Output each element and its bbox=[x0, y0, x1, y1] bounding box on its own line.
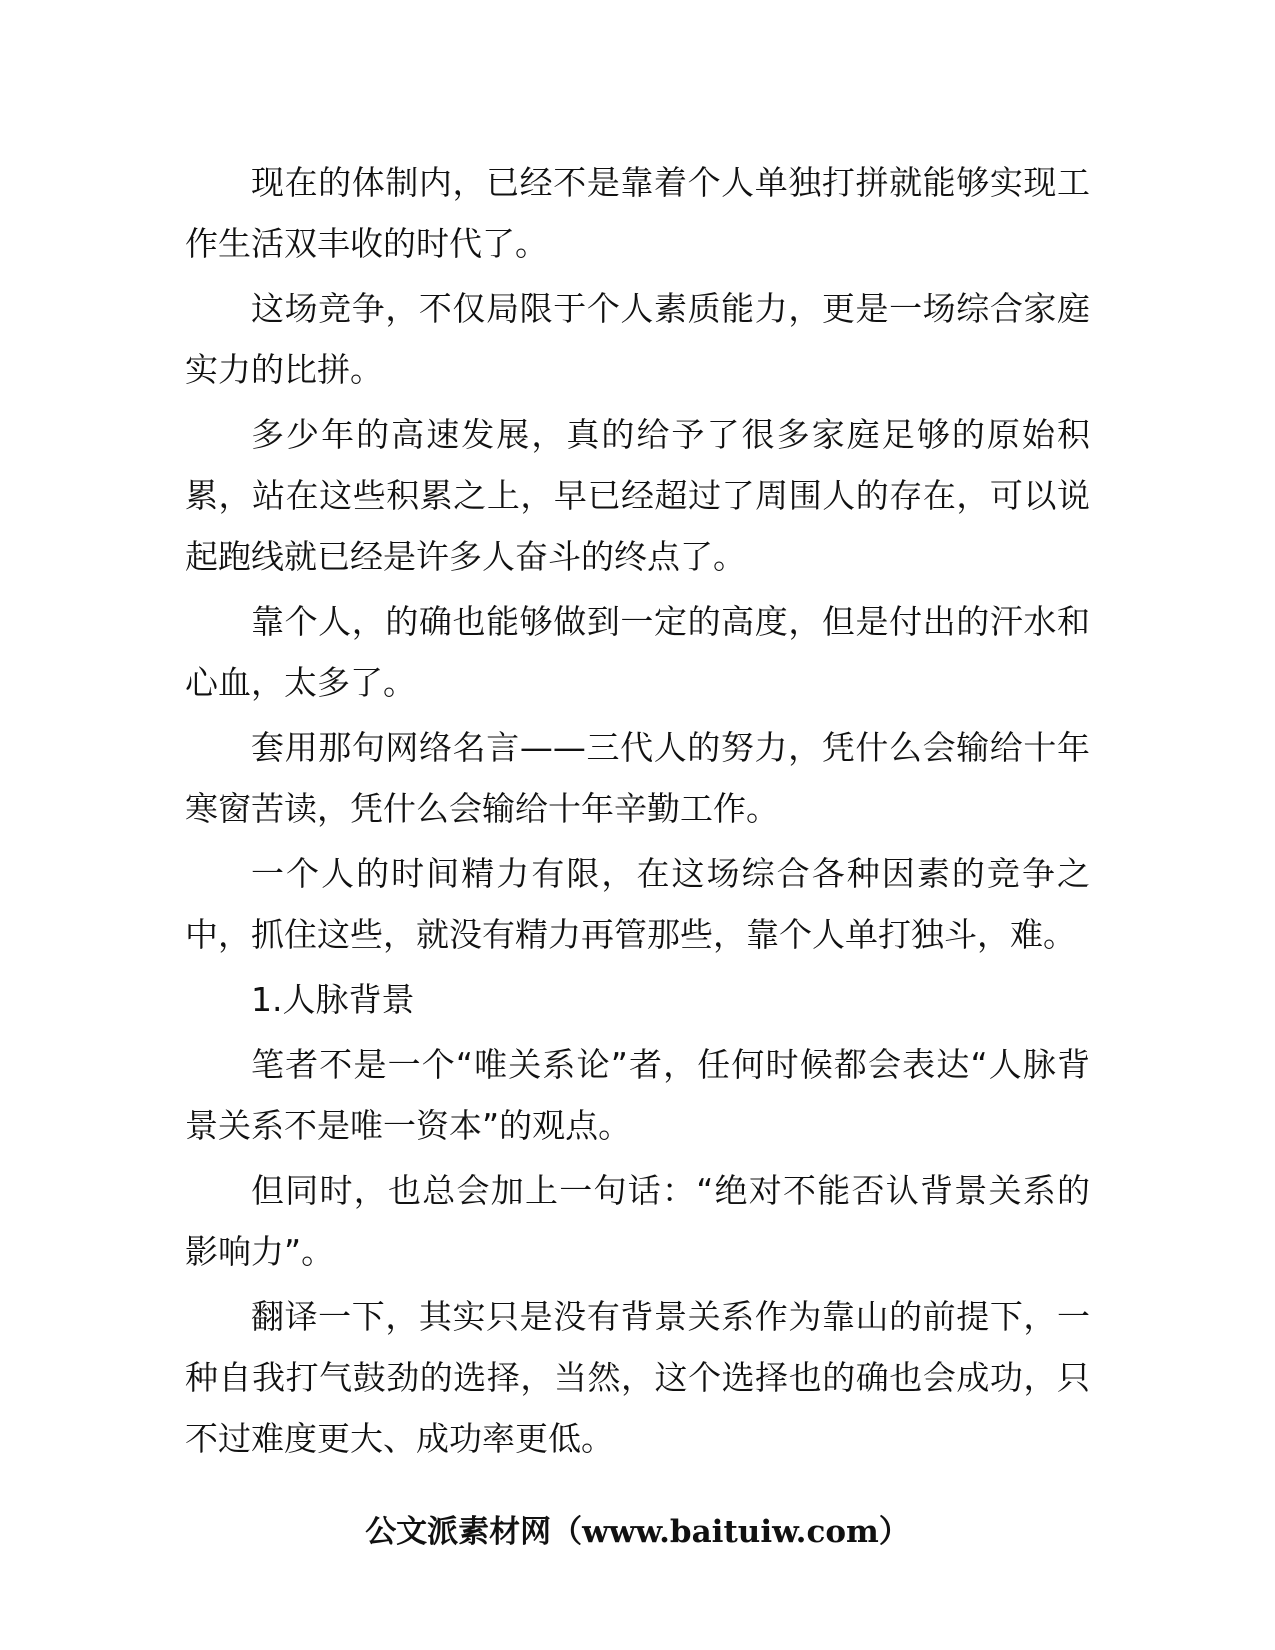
paragraph: 靠个人，的确也能够做到一定的高度，但是付出的汗水和心血，太多了。 bbox=[185, 602, 1090, 702]
paragraph: 现在的体制内，已经不是靠着个人单独打拼就能够实现工作生活双丰收的时代了。 bbox=[185, 163, 1090, 263]
paragraph: 翻译一下，其实只是没有背景关系作为靠山的前提下，一种自我打气鼓劲的选择，当然，这个选择也的确也会成功，只不过难度更大、成功率更低。 bbox=[185, 1297, 1090, 1458]
paragraph: 一个人的时间精力有限，在这场综合各种因素的竞争之中，抓住这些，就没有精力再管那些，靠个人单打独斗，难。 bbox=[185, 854, 1090, 954]
section-heading: 1.人脉背景 bbox=[251, 980, 415, 1019]
paragraph: 这场竞争，不仅局限于个人素质能力，更是一场综合家庭实力的比拼。 bbox=[185, 289, 1090, 389]
paragraph: 多少年的高速发展，真的给予了很多家庭足够的原始积累，站在这些积累之上，早已经超过了周围人的存在，可以说起跑线就已经是许多人奋斗的终点了。 bbox=[185, 415, 1090, 576]
document-body bbox=[185, 152, 1090, 1473]
footer-watermark: 公文派素材网（www.baituiw.com） bbox=[365, 1514, 910, 1550]
paragraph: 笔者不是一个“唯关系论”者，任何时候都会表达“人脉背景关系不是唯一资本”的观点。 bbox=[185, 1045, 1090, 1145]
paragraph: 但同时，也总会加上一句话：“绝对不能否认背景关系的影响力”。 bbox=[185, 1171, 1090, 1271]
paragraph: 套用那句网络名言——三代人的努力，凭什么会输给十年寒窗苦读，凭什么会输给十年辛勤工作。 bbox=[185, 728, 1090, 828]
